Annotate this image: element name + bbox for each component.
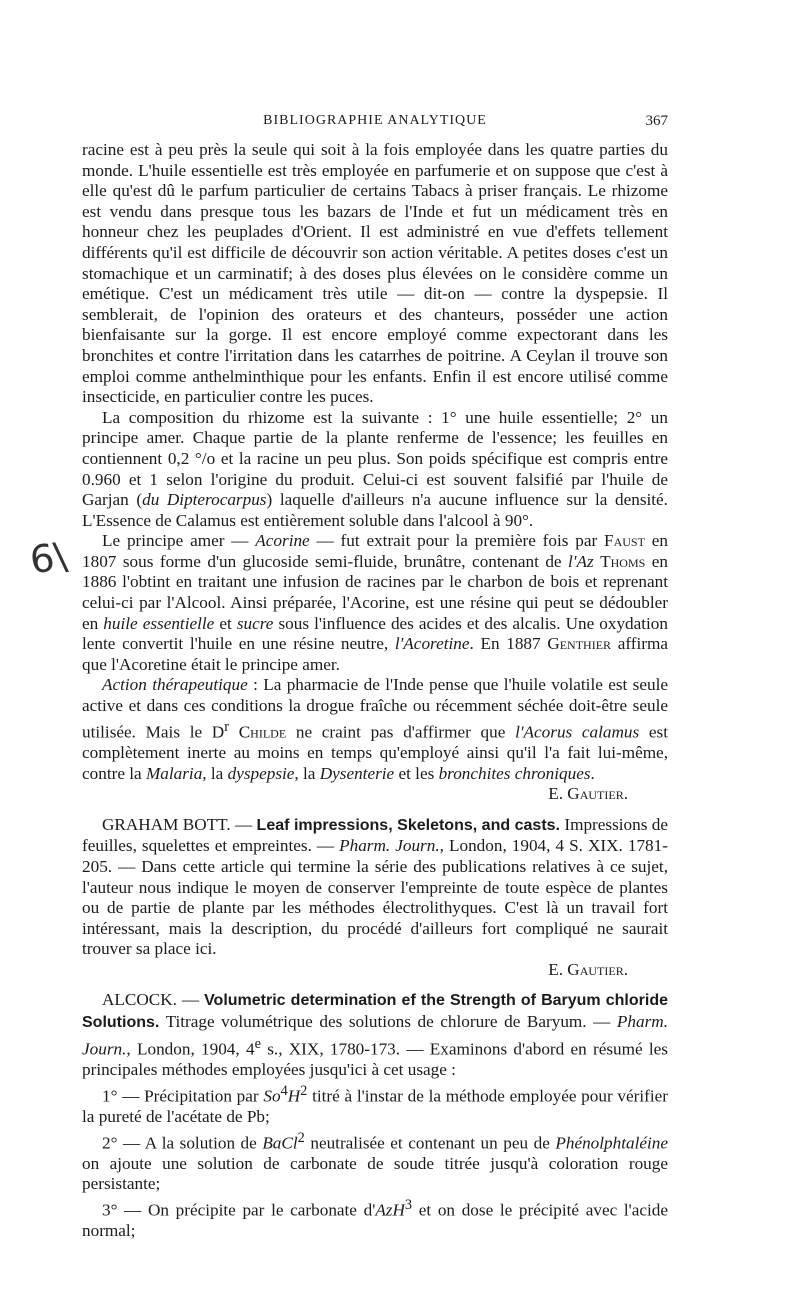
running-title: BIBLIOGRAPHIE ANALYTIQUE bbox=[263, 113, 487, 128]
paragraph-bitter-principle bbox=[82, 531, 668, 675]
superscript: e bbox=[254, 1035, 261, 1052]
text-run: est complètement inerte au moins en temps qu'employé ainsi qu'il l'a fait lui-même, contre la bbox=[82, 722, 668, 783]
method-2 bbox=[82, 1128, 668, 1196]
superscript: 3 bbox=[404, 1197, 413, 1214]
entry-title: Volumetric determination ef the Strength of Baryum chloride Solutions. bbox=[82, 992, 668, 1032]
italic-run: huile essentielle bbox=[103, 613, 215, 633]
text-run: sous l'influence des acides et des alcalis. Une oxydation lente convertit l'huile en une résine neutre, bbox=[82, 613, 668, 654]
text-run: : La pharmacie de l'Inde pense que l'huile volatile est seule active et dans ces conditions la drogue fraîche ou récemment séchée doit-être seule utilisée. Mais le D bbox=[82, 675, 668, 742]
text-run: Titrage volumétrique des solutions de chlorure de Baryum. — bbox=[159, 1012, 617, 1032]
author-name: Thoms bbox=[600, 551, 646, 571]
text-run: , London, 1904, 4 bbox=[126, 1039, 255, 1059]
handwritten-margin-note: 6\ bbox=[27, 533, 70, 583]
author-name: Genthier bbox=[547, 634, 612, 654]
superscript: 2 bbox=[297, 1129, 305, 1146]
article-body bbox=[82, 140, 668, 1242]
italic-run: Action thérapeutique bbox=[102, 675, 248, 695]
text-run: ) laquelle d'ailleurs n'a aucune influence sur la densité. L'Essence de Calamus est entièrement soluble dans l'alcool à 90°. bbox=[82, 490, 668, 530]
paragraph-therapeutic-action bbox=[82, 675, 668, 784]
text-run: s., XIX, 1780-173. — Examinons d'abord en résumé les principales méthodes employées jusqu'ici à cet usage : bbox=[82, 1039, 668, 1079]
method-1 bbox=[82, 1081, 668, 1128]
page-header bbox=[82, 110, 668, 134]
text-run: affirma que l'Acoretine était le principe amer. bbox=[82, 634, 669, 674]
text-run: titré à l'instar de la méthode employée pour vérifier la pureté de l'acétate de Pb; bbox=[82, 1086, 668, 1126]
text-run: et bbox=[214, 613, 237, 633]
text-run: ne craint pas d'affirmer que bbox=[286, 722, 516, 742]
text-run: neutralisée et contenant un peu de bbox=[304, 1133, 556, 1153]
superscript: 4 bbox=[280, 1082, 288, 1099]
text-run: Le principe amer — bbox=[102, 531, 256, 551]
text-run: . bbox=[590, 763, 595, 783]
superscript: r bbox=[224, 718, 229, 735]
text-run: — fut extrait pour la première fois par bbox=[309, 531, 605, 551]
text-run: . En 1887 bbox=[469, 634, 548, 654]
entry-alcock bbox=[82, 990, 668, 1080]
italic-run: bronchites chroniques bbox=[438, 763, 591, 783]
superscript: 2 bbox=[300, 1082, 308, 1099]
formula: So bbox=[263, 1086, 281, 1106]
italic-run: l'Acoretine bbox=[394, 634, 470, 654]
entry-title: Leaf impressions, Skeletons, and casts. bbox=[256, 816, 560, 834]
italic-run: Acorine bbox=[255, 531, 310, 551]
text-run: et les bbox=[394, 763, 439, 783]
journal-name: Pharm. Journ. bbox=[82, 1012, 668, 1059]
text-run: , la bbox=[202, 763, 228, 783]
italic-run: Malaria bbox=[145, 763, 203, 783]
page-number: 367 bbox=[645, 113, 668, 129]
entry-author: ALCOCK. — bbox=[102, 990, 205, 1010]
text-run: 3° — On précipite par le carbonate d' bbox=[102, 1200, 376, 1220]
formula: AzH bbox=[375, 1200, 405, 1220]
text-run: en 1886 l'obtint en traitant une infusion de racines par le charbon de bois et reprenant celui-ci par l'Alcool. Ainsi préparée, l'Acorine, est une résine qui peut se dédoubler en bbox=[82, 551, 668, 633]
text-run: , London, 1904, 4 S. XIX. 1781-205. — Dans cette article qui termine la série des publications relatives à ce sujet, l'auteur nous indique le moyen de conserver l'empreinte de toute espèce de plantes ou de partie de plante par les méthodes électrolithyques. C'est là un travail fort intéressant, mais la description, du procédé d'ailleurs fort compliqué ne saurait trouver sa place ici. bbox=[82, 836, 668, 959]
text-run: , la bbox=[294, 763, 320, 783]
text-run: Impressions de feuilles, squelettes et empreintes. — bbox=[82, 814, 668, 856]
text-run: 2° — A la solution de bbox=[102, 1133, 263, 1153]
italic-run: Dysenterie bbox=[319, 763, 395, 783]
italic-run: Phénolphtaléine bbox=[555, 1133, 669, 1153]
text-run: La composition du rhizome est la suivante : 1° une huile essentielle; 2° un principe amer. Chaque partie de la plante renferme de l'essence; les feuilles en contiennent 0,2 °/o et la racine un peu plus. Son poids spécifique est compris entre 0.960 et 1 selon l'origine du produit. Celui-ci est souvent falsifié par l'huile de Garjan ( bbox=[82, 407, 668, 510]
paragraph-rhizome-uses: racine est à peu près la seule qui soit à la fois employée dans les quatre parties du monde. L'huile essentielle est très employée en parfumerie et on suppose que c'est à elle qu'est dû le parfum particulier de certains Tabacs à priser français. Le rhizome est vendu dans presque tous les bazars de l'Inde et fut un médicament très en honneur chez les peuplades d'Orient. Il est administré en vue d'effets tellement différents qu'il est difficile de découvrir son action véritable. A petites doses c'est un stomachique et un carminatif; à des doses plus élevées on le considère comme un emétique. C'est un médicament très utile — dit-on — contre la dyspepsie. Il semblerait, de l'opinion des orateurs et des chanteurs, posséder une action bienfaisante sur la gorge. Il est encore employé comme expectorant dans les bronchites et contre l'irritation dans les catarrhes de poitrine. A Ceylan il trouve son emploi comme anthelminthique pour les enfants. Enfin il est encore utilisé comme insecticide, en particulier contre les puces. bbox=[82, 140, 668, 407]
journal-name: Pharm. Journ. bbox=[339, 836, 440, 856]
method-3 bbox=[82, 1195, 668, 1242]
author-name: Childe bbox=[229, 722, 287, 742]
entry-author: GRAHAM BOTT. — bbox=[102, 814, 257, 834]
formula: H bbox=[287, 1086, 301, 1106]
entry-graham-bott bbox=[82, 815, 668, 960]
italic-run: dyspepsie bbox=[227, 763, 295, 783]
italic-run: l'Az bbox=[568, 551, 594, 571]
italic-run: l'Acorus calamus bbox=[515, 722, 640, 742]
paragraph-composition bbox=[82, 408, 668, 532]
text-run: et on dose le précipité avec l'acide normal; bbox=[82, 1200, 669, 1241]
signature: E. Gautier. bbox=[548, 959, 628, 979]
italic-run: sucre bbox=[236, 613, 274, 633]
text-run: 1° — Précipitation par bbox=[102, 1086, 264, 1106]
formula: BaCl bbox=[262, 1133, 298, 1153]
text-run: en 1807 sous forme d'un glucoside semi-fluide, brunâtre, contenant de bbox=[82, 531, 668, 571]
author-name: Faust bbox=[604, 531, 645, 551]
italic-run: du Dipterocarpus bbox=[142, 490, 267, 510]
signature: E. Gautier. bbox=[548, 784, 628, 804]
text-run: on ajoute une solution de carbonate de soude titrée jusqu'à coloration rouge persistante; bbox=[82, 1153, 668, 1194]
